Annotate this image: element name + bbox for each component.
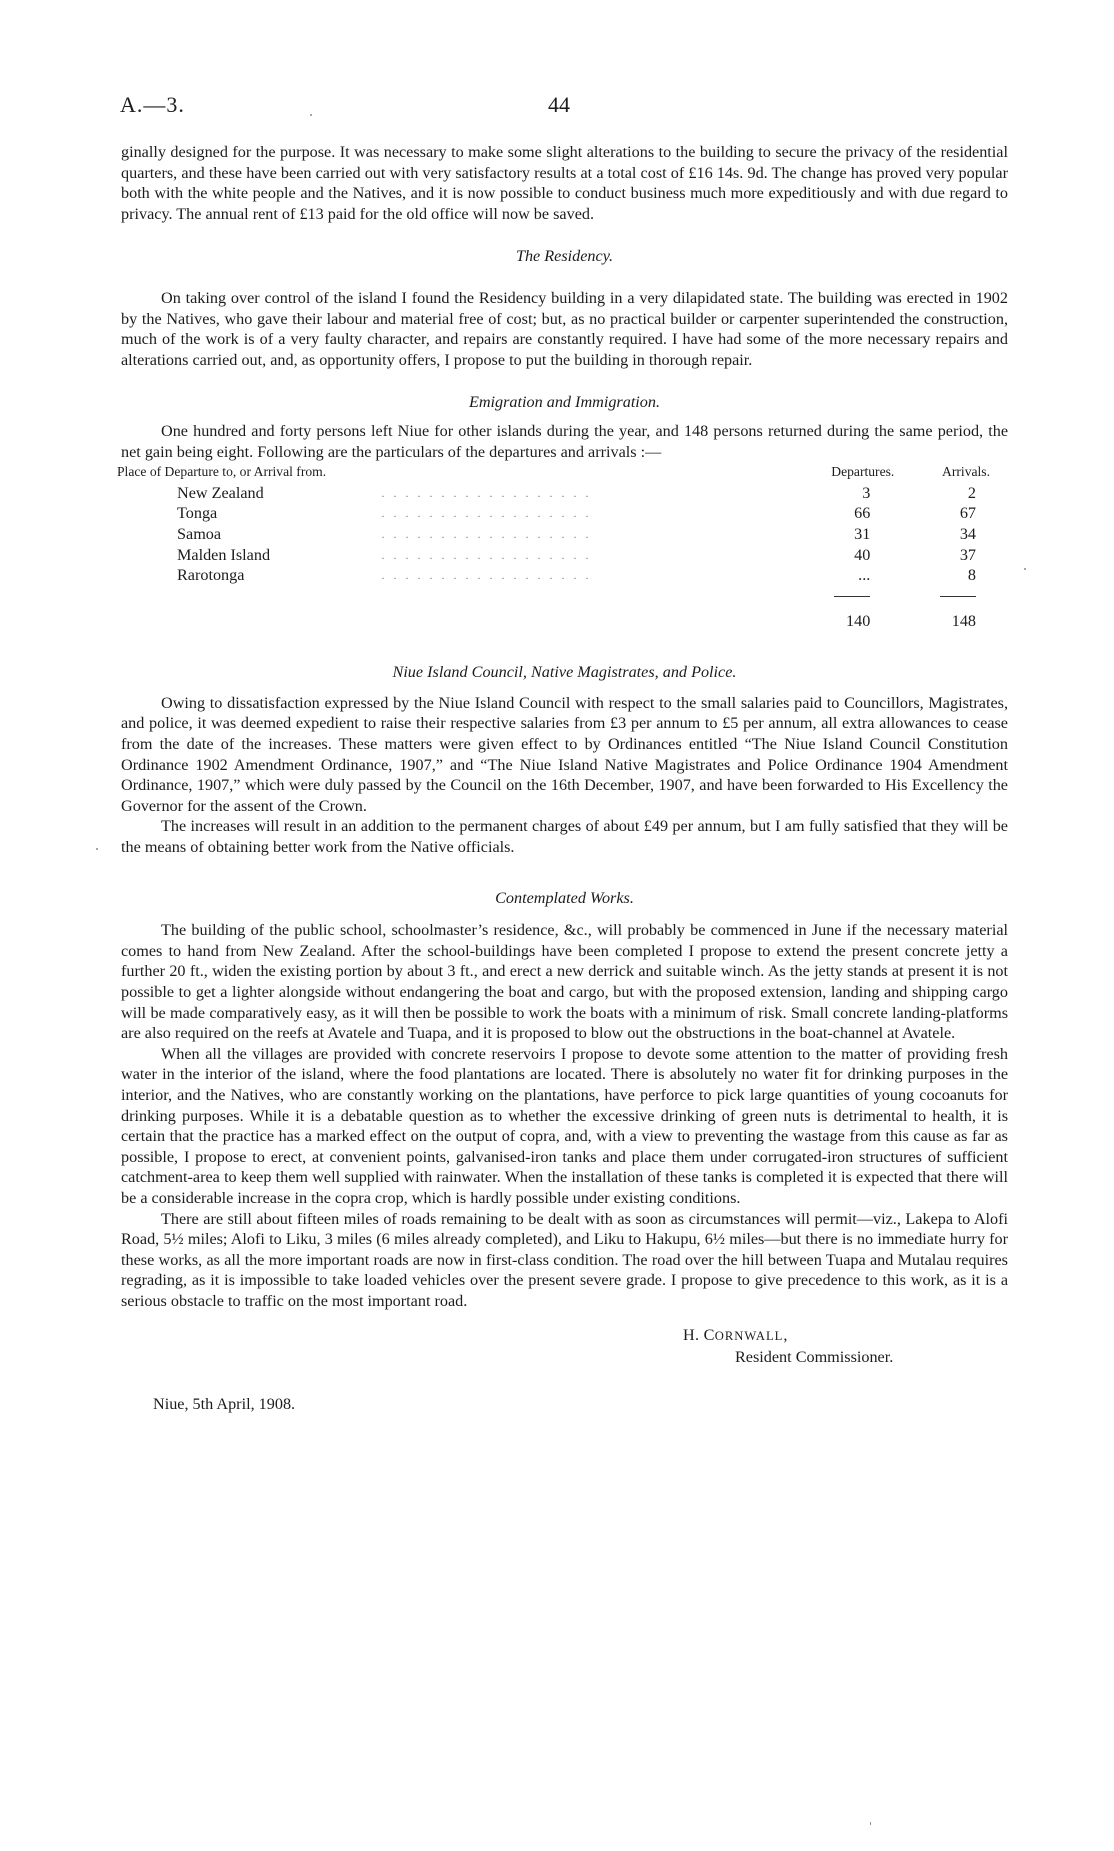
intro-paragraph: ginally designed for the purpose. It was necessary to make some slight alterations to the building to secure the privacy of the residential quarters, and these have been carried out with very satisfactory results at a total cost of £16 14s. 9d. The change has proved very popular both with the white people and the Natives, and it is now possible to conduct business much more expeditiously and with due regard to privacy. The annual rent of £13 paid for the old office will now be saved. bbox=[121, 143, 1008, 223]
row-arrivals: 8 bbox=[967, 566, 976, 585]
column-header-departures: Departures. bbox=[831, 464, 895, 480]
row-arrivals: 67 bbox=[959, 504, 976, 523]
row-place: Malden Island bbox=[177, 545, 271, 564]
table-row bbox=[117, 483, 1004, 504]
total-rule-arrivals bbox=[940, 596, 976, 597]
council-paragraph-1: Owing to dissatisfaction expressed by the Niue Island Council with respect to the small salaries paid to Councillors, Magistrates, and police, it was deemed expedient to raise their respective salaries from £3 per annum to £5 per annum, all extra allowances to cease from the date of the increases. These matters were given effect to by Ordinances entitled “The Niue Island Council Constitution Ordinance 1902 Amendment Ordinance, 1907,” and “The Niue Island Native Magistrates and Police Ordinance 1904 Amendment Ordinance, 1907,” which were duly passed by the Council on the 16th December, 1907, and have been forwarded to His Excellency the Governor for the assent of the Crown. bbox=[121, 693, 1008, 815]
migration-table bbox=[117, 462, 1004, 636]
leader-dots: . . . . . . . . . . . . . . . . . . bbox=[381, 526, 592, 541]
section-heading-residency: The Residency. bbox=[515, 247, 614, 266]
page-number: 44 bbox=[548, 92, 570, 117]
table-row bbox=[117, 565, 1004, 586]
row-place: New Zealand bbox=[177, 483, 264, 502]
total-departures: 140 bbox=[846, 612, 871, 631]
section-heading-council: Niue Island Council, Native Magistrates, and Police. bbox=[392, 663, 737, 682]
row-departures: 31 bbox=[854, 524, 871, 543]
print-speck bbox=[1024, 568, 1026, 570]
row-place: Samoa bbox=[177, 524, 222, 543]
total-rule-row bbox=[117, 586, 1004, 607]
works-paragraph-1: The building of the public school, schoolmaster’s residence, &c., will probably be commenced in June if the necessary material comes to hand from New Zealand. After the school-buildings have been completed I propose to extend the present concrete jetty a further 20 ft., widen the existing portion by about 3 ft., and erect a new derrick and suitable winch. As the jetty stands at present it is not possible to get a lighter alongside without endangering the boat and cargo, but with the proposed extension, landing and shipping cargo will be made comparatively easy, as it will then be possible to work the boats with a minimum of risk. Small concrete landing-platforms are also required on the reefs at Avatele and Tuapa, and it is proposed to blow out the obstructions in the boat-channel at Avatele. bbox=[121, 921, 1008, 1043]
row-departures: 40 bbox=[854, 545, 871, 564]
row-arrivals: 37 bbox=[959, 545, 976, 564]
signature-block bbox=[121, 1326, 1008, 1376]
section-heading-works: Contemplated Works. bbox=[495, 888, 634, 907]
leader-dots: . . . . . . . . . . . . . . . . . . bbox=[381, 568, 592, 583]
print-speck bbox=[96, 848, 98, 850]
column-header-arrivals: Arrivals. bbox=[942, 464, 990, 480]
table-row bbox=[117, 503, 1004, 524]
dateline: Niue, 5th April, 1908. bbox=[153, 1395, 296, 1413]
total-rule-departures bbox=[834, 596, 870, 597]
column-header-place: Place of Departure to, or Arrival from. bbox=[117, 464, 327, 480]
table-row bbox=[117, 524, 1004, 545]
leader-dots: . . . . . . . . . . . . . . . . . . bbox=[381, 485, 592, 500]
migration-paragraph: One hundred and forty persons left Niue for other islands during the year, and 148 persons returned during the same period, the net gain being eight. Following are the particulars of the departures and arrivals :— bbox=[121, 421, 1008, 461]
print-speck bbox=[310, 114, 312, 116]
leader-dots: . . . . . . . . . . . . . . . . . . bbox=[381, 506, 592, 521]
total-arrivals: 148 bbox=[951, 612, 976, 631]
page-body bbox=[117, 142, 1008, 1376]
row-departures: ... bbox=[858, 566, 871, 585]
leader-dots: . . . . . . . . . . . . . . . . . . bbox=[381, 547, 592, 562]
council-paragraph-2: The increases will result in an addition to the permanent charges of about £49 per annum, but I am fully satisfied that they will be the means of obtaining better work from the Native officials. bbox=[121, 817, 1008, 857]
works-paragraph-2: When all the villages are provided with concrete reservoirs I propose to devote some attention to the matter of providing fresh water in the interior of the island, where the food plantations are located. There is absolutely no water fit for drinking purposes in the interior, and the Natives, who are constantly working on the plantations, have perforce to pick large quantities of young cocoanuts for drinking purposes. While it is a debatable question as to whether the excessive drinking of green nuts is detrimental to health, it is certain that the practice has a marked effect on the output of copra, and, with a view to preventing the wastage from this cause as far as possible, I propose to erect, at convenient points, galvanised-iron tanks and place them under corrugated-iron structures of sufficient catchment-area to keep them well supplied with rainwater. When the installation of these tanks is completed it is expected that there will be a considerable increase in the copra crop, which is hardly possible under existing conditions. bbox=[121, 1044, 1008, 1207]
document-reference: A.—3. bbox=[120, 92, 185, 117]
row-arrivals: 2 bbox=[967, 483, 976, 502]
works-paragraph-3: There are still about fifteen miles of roads remaining to be dealt with as soon as circumstances will permit—viz., Lakepa to Alofi Road, 5½ miles; Alofi to Liku, 3 miles (6 miles already completed), and Liku to Hakupu, 6½ miles—but there is no immediate hurry for these works, as all the more important roads are now in first-class condition. The road over the hill between Tuapa and Mutalau requires regrading, as it is impossible to take loaded vehicles over the present severe grade. I propose to give precedence to this work, as it is a serious obstacle to traffic on the most important road. bbox=[121, 1209, 1008, 1310]
table-total-row bbox=[117, 606, 1004, 636]
signatory-title: Resident Commissioner. bbox=[735, 1347, 894, 1366]
table-row bbox=[117, 545, 1004, 566]
row-place: Rarotonga bbox=[177, 566, 245, 585]
table-header-row bbox=[117, 462, 1004, 483]
row-departures: 3 bbox=[862, 483, 871, 502]
section-heading-migration: Emigration and Immigration. bbox=[468, 393, 661, 412]
row-departures: 66 bbox=[854, 504, 871, 523]
signatory-name: H. CORNWALL, bbox=[683, 1325, 788, 1344]
row-arrivals: 34 bbox=[959, 524, 976, 543]
row-place: Tonga bbox=[177, 504, 218, 523]
print-speck bbox=[870, 1822, 871, 1825]
page-header bbox=[0, 92, 1114, 122]
residency-paragraph: On taking over control of the island I found the Residency building in a very dilapidated state. The building was erected in 1902 by the Natives, who gave their labour and material free of cost; but, as no practical builder or carpenter superintended the construction, much of the work is of a very faulty character, and repairs are constantly required. I have had some of the more necessary repairs and alterations carried out, and, as opportunity offers, I propose to put the building in thorough repair. bbox=[121, 288, 1008, 369]
